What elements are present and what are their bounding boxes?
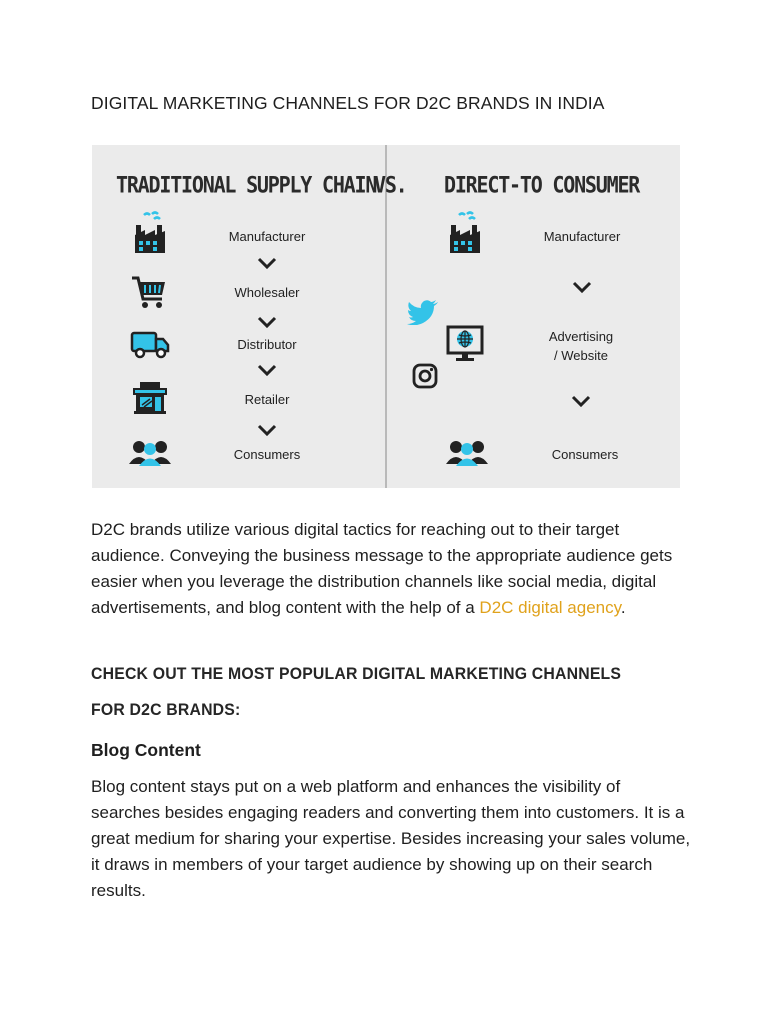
right-step-website: / Website <box>554 348 608 363</box>
blog-paragraph: Blog content stays put on a web platform and enhances the visibility of searches besides engaging readers and converting them into customers. It is a great medium for sharing your expertise. Besides increasing your sales volume, it draws in members of your target audience by showing up on their search results. <box>91 777 691 900</box>
left-step-retailer: Retailer <box>244 392 290 407</box>
left-step-manufacturer: Manufacturer <box>228 229 306 244</box>
d2c-agency-link[interactable]: D2C digital agency <box>479 598 621 617</box>
twitter-icon <box>407 299 439 325</box>
chevron-down-icon <box>257 257 277 269</box>
truck-icon <box>130 331 170 359</box>
right-step-manufacturer: Manufacturer <box>543 229 621 244</box>
chevron-down-icon <box>257 364 277 376</box>
shopping-cart-icon <box>131 275 167 309</box>
blog-heading: Blog Content <box>91 740 201 760</box>
section-heading: CHECK OUT THE MOST POPULAR DIGITAL MARKETING CHANNELS FOR D2C BRANDS: <box>91 664 622 719</box>
chevron-down-icon <box>571 395 591 407</box>
chevron-down-icon <box>572 281 592 293</box>
left-step-distributor: Distributor <box>237 337 297 352</box>
factory-icon <box>448 211 482 253</box>
right-step-advertising: Advertising <box>548 329 614 344</box>
intro-paragraph <box>91 517 691 621</box>
right-step-consumers: Consumers <box>551 447 619 462</box>
left-heading: TRADITIONAL SUPPLY CHAIN <box>116 171 377 198</box>
store-icon <box>132 381 168 415</box>
intro-end: . <box>620 598 626 617</box>
chevron-down-icon <box>257 424 277 436</box>
page-title: DIGITAL MARKETING CHANNELS FOR D2C BRANDS IN INDIA <box>91 93 605 113</box>
vs-heading: VS. <box>374 171 407 198</box>
factory-icon <box>133 211 167 253</box>
people-icon <box>129 440 171 466</box>
supply-chain-infographic <box>92 145 680 488</box>
intro-text: D2C brands utilize various digital tactics for reaching out to their target audience. Conveying the business message to the appropriate audience gets easier when you leverage the distribution channels like social media, digital advertisements, and blog content with the help of a <box>91 520 673 617</box>
people-icon <box>446 440 488 466</box>
instagram-icon <box>412 363 438 389</box>
right-heading: DIRECT-TO CONSUMER <box>444 171 640 198</box>
chevron-down-icon <box>257 316 277 328</box>
left-step-wholesaler: Wholesaler <box>234 285 300 300</box>
monitor-globe-icon <box>446 325 484 363</box>
left-step-consumers: Consumers <box>233 447 301 462</box>
